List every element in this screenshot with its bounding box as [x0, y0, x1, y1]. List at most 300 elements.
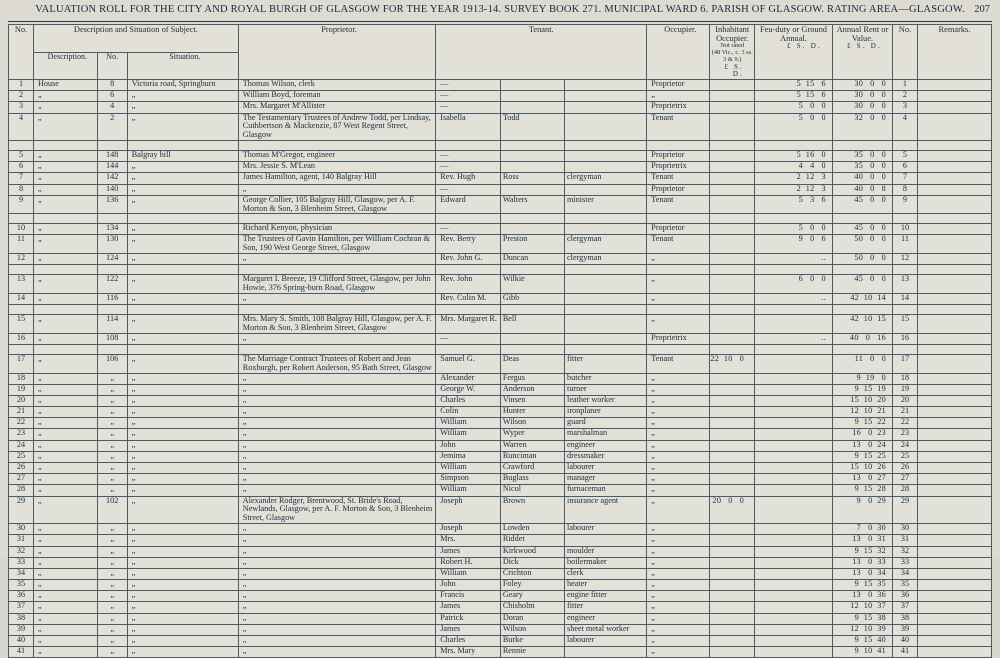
cell-tenant-occupation [565, 524, 647, 535]
cell-description-text: „ [37, 646, 42, 656]
cell-remarks [917, 224, 991, 235]
cell-no [9, 602, 34, 613]
table-row[interactable] [9, 102, 992, 113]
cell-annual-rent [832, 275, 892, 294]
cell-remarks [917, 535, 991, 546]
cell-no [9, 568, 34, 579]
cell-no-text: 36 [16, 590, 26, 600]
cell-tenant-forename [436, 535, 501, 546]
cell-sub-no-text: „ [110, 623, 114, 633]
cell-tenant-surname [500, 173, 564, 184]
table-row[interactable] [9, 451, 992, 462]
table-row[interactable] [9, 557, 992, 568]
cell-occupier [647, 354, 710, 373]
table-row[interactable] [9, 113, 992, 141]
cell-tenant-forename [436, 418, 501, 429]
col-feu-duty [755, 25, 833, 80]
cell-tenant-occupation-text: guard [567, 417, 586, 427]
cell-no-right [892, 373, 917, 384]
cell-sub-no [97, 384, 127, 395]
cell-no-text: 32 [16, 545, 26, 555]
cell-feu-duty [755, 354, 833, 373]
cell-no-right [892, 254, 917, 265]
cell-inhabitant-occupier [710, 91, 755, 102]
cell-annual-rent-text: 11 0 0 [854, 353, 886, 363]
cell-tenant-forename-text: Alexander [440, 372, 475, 382]
cell-tenant-occupation [565, 636, 647, 647]
cell-no-right-text: 25 [900, 450, 910, 460]
cell-occupier-text: „ [651, 556, 655, 566]
cell-occupier [647, 474, 710, 485]
cell-sub-no-text: „ [110, 406, 114, 416]
cell-proprietor-text: „ [242, 439, 247, 449]
cell-no [9, 524, 34, 535]
cell-situation [127, 557, 238, 568]
cell-inhabitant-occupier [710, 79, 755, 90]
cell-proprietor [238, 535, 435, 546]
cell-sub-no-text: „ [110, 590, 114, 600]
cell-tenant-surname [500, 440, 564, 451]
cell-proprietor-text: „ [242, 332, 247, 342]
cell-description [33, 333, 97, 344]
cell-occupier-text: „ [651, 417, 655, 427]
cell-annual-rent [832, 429, 892, 440]
cell-situation [127, 535, 238, 546]
cell-feu-duty [755, 102, 833, 113]
cell-tenant-forename [436, 395, 501, 406]
cell-proprietor [238, 384, 435, 395]
cell-proprietor-text: „ [242, 450, 247, 460]
cell-annual-rent-text: 9 15 38 [854, 612, 886, 622]
cell-no-text: 33 [16, 556, 26, 566]
cell-tenant-occupation [565, 333, 647, 344]
cell-tenant-forename-text: George W. [440, 383, 476, 393]
cell-description-text: „ [37, 473, 42, 483]
cell-inhabitant-occupier [710, 407, 755, 418]
cell-inhabitant-occupier [710, 224, 755, 235]
cell-no-right-text: 1 [902, 78, 908, 88]
cell-annual-rent-text: 45 0 0 [854, 274, 886, 284]
cell-annual-rent [832, 463, 892, 474]
table-row[interactable] [9, 602, 992, 613]
cell-occupier [647, 429, 710, 440]
cell-situation [127, 395, 238, 406]
cell-sub-no [97, 102, 127, 113]
cell-tenant-surname [500, 485, 564, 496]
cell-feu-duty [755, 557, 833, 568]
table-row[interactable] [9, 195, 992, 214]
cell-tenant-occupation-text: insurance agent [567, 495, 619, 505]
cell-sub-no [97, 235, 127, 254]
cell-tenant-occupation-text: labourer [567, 635, 595, 645]
cell-tenant-forename [436, 429, 501, 440]
cell-situation [127, 474, 238, 485]
cell-tenant-occupation-text: leather worker [567, 394, 615, 404]
cell-no [9, 354, 34, 373]
table-head [9, 25, 992, 80]
cell-tenant-forename-text: William [440, 484, 467, 494]
cell-sub-no-text: „ [110, 612, 114, 622]
table-row[interactable] [9, 395, 992, 406]
cell-sub-no-text: „ [110, 579, 114, 589]
cell-situation [127, 113, 238, 141]
cell-no-right-text: 38 [900, 612, 910, 622]
table-row[interactable] [9, 647, 992, 658]
table-row[interactable] [9, 384, 992, 395]
cell-situation [127, 647, 238, 658]
table-row[interactable] [9, 354, 992, 373]
cell-situation [127, 463, 238, 474]
cell-tenant-surname [500, 384, 564, 395]
cell-tenant-occupation-text: clergyman [567, 253, 602, 263]
col-remarks: Remarks. [917, 25, 991, 80]
cell-annual-rent-text: 13 0 24 [852, 439, 886, 449]
cell-no-right [892, 235, 917, 254]
cell-annual-rent-text: 32 0 0 [854, 112, 886, 122]
cell-remarks [917, 418, 991, 429]
cell-tenant-occupation-text: fitter [567, 601, 583, 611]
cell-occupier [647, 496, 710, 524]
cell-inhabitant-occupier [710, 333, 755, 344]
cell-feu-duty-text: .. [821, 253, 826, 263]
cell-tenant-occupation [565, 568, 647, 579]
cell-occupier [647, 173, 710, 184]
cell-tenant-surname-text: Crichton [502, 567, 532, 577]
cell-annual-rent [832, 333, 892, 344]
cell-feu-duty [755, 613, 833, 624]
cell-no [9, 591, 34, 602]
table-row[interactable] [9, 613, 992, 624]
cell-occupier-text: „ [651, 579, 655, 589]
table-row[interactable] [9, 224, 992, 235]
spacer-cell [710, 214, 755, 224]
cell-situation [127, 440, 238, 451]
table-row[interactable] [9, 524, 992, 535]
cell-tenant-surname [500, 624, 564, 635]
cell-feu-duty [755, 407, 833, 418]
cell-situation-text: „ [131, 428, 136, 438]
cell-description [33, 195, 97, 214]
cell-proprietor-text: „ [242, 428, 247, 438]
cell-remarks [917, 613, 991, 624]
cell-annual-rent-text: 16 0 23 [852, 428, 886, 438]
cell-tenant-surname [500, 184, 564, 195]
cell-occupier-text: „ [651, 523, 655, 533]
cell-sub-no [97, 524, 127, 535]
cell-no [9, 235, 34, 254]
table-row[interactable] [9, 173, 992, 184]
table-row[interactable] [9, 474, 992, 485]
cell-remarks [917, 429, 991, 440]
table-row[interactable] [9, 440, 992, 451]
cell-occupier [647, 440, 710, 451]
cell-tenant-occupation [565, 602, 647, 613]
cell-situation [127, 162, 238, 173]
col-feu-duty-l3: Annual. [780, 34, 807, 44]
cell-no [9, 463, 34, 474]
cell-proprietor [238, 440, 435, 451]
cell-occupier-text: Proprietor [651, 78, 685, 88]
cell-sub-no-text: „ [110, 567, 114, 577]
table-row[interactable] [9, 91, 992, 102]
cell-description-text: House [37, 78, 59, 88]
cell-remarks [917, 546, 991, 557]
cell-remarks [917, 407, 991, 418]
cell-occupier [647, 373, 710, 384]
cell-sub-no-text: 144 [106, 161, 119, 171]
cell-tenant-forename-text: Joseph [440, 495, 463, 505]
cell-sub-no [97, 418, 127, 429]
cell-proprietor-text: The Testamentary Trustees of Andrew Todd, per Lindsay, Cuthbertson & Mackenzie, 87 West Regent Street, Glasgow [242, 112, 431, 140]
cell-tenant-surname-text: Chisholm [502, 601, 535, 611]
cell-tenant-surname-text: Dick [502, 556, 519, 566]
cell-annual-rent [832, 373, 892, 384]
cell-remarks [917, 496, 991, 524]
cell-occupier-text: „ [651, 428, 655, 438]
cell-proprietor [238, 591, 435, 602]
cell-proprietor-text: „ [242, 646, 247, 656]
table-row[interactable] [9, 496, 992, 524]
cell-sub-no [97, 173, 127, 184]
cell-no-right [892, 496, 917, 524]
table-row[interactable] [9, 546, 992, 557]
cell-occupier [647, 162, 710, 173]
cell-no [9, 546, 34, 557]
cell-description-text: „ [37, 635, 42, 645]
spacer-cell [33, 344, 97, 354]
spacer-cell [647, 305, 710, 315]
cell-occupier [647, 624, 710, 635]
cell-tenant-forename-text: Mrs. Margaret R. [440, 314, 497, 324]
cell-no-right-text: 35 [900, 579, 910, 589]
cell-remarks [917, 79, 991, 90]
cell-occupier-text: „ [651, 545, 655, 555]
cell-no-right-text: 33 [900, 556, 910, 566]
cell-no-right [892, 184, 917, 195]
table-row[interactable] [9, 293, 992, 304]
cell-description [33, 613, 97, 624]
cell-tenant-surname-text: Buglass [502, 473, 529, 483]
cell-description-text: „ [37, 194, 42, 204]
table-row[interactable] [9, 235, 992, 254]
cell-situation-text: „ [131, 623, 136, 633]
row-spacer [9, 344, 992, 354]
cell-description [33, 235, 97, 254]
cell-situation-text: „ [131, 353, 136, 363]
cell-inhabitant-occupier [710, 591, 755, 602]
cell-situation-text: „ [131, 292, 136, 302]
cell-tenant-occupation-text: turner [567, 383, 587, 393]
cell-situation [127, 235, 238, 254]
cell-no-right-text: 29 [900, 495, 910, 505]
cell-no-text: 27 [16, 473, 26, 483]
cell-no-text: 31 [16, 534, 26, 544]
table-row[interactable] [9, 636, 992, 647]
cell-tenant-forename [436, 113, 501, 141]
cell-occupier-text: „ [651, 590, 655, 600]
table-row[interactable] [9, 79, 992, 90]
table-row[interactable] [9, 580, 992, 591]
cell-tenant-occupation [565, 162, 647, 173]
cell-inhabitant-occupier [710, 102, 755, 113]
cell-remarks [917, 440, 991, 451]
cell-occupier-text: „ [651, 462, 655, 471]
cell-situation [127, 384, 238, 395]
cell-annual-rent [832, 602, 892, 613]
cell-feu-duty [755, 113, 833, 141]
cell-no-right [892, 485, 917, 496]
cell-no-right [892, 395, 917, 406]
cell-no [9, 162, 34, 173]
cell-situation-text: „ [131, 579, 136, 589]
table-row[interactable] [9, 373, 992, 384]
cell-tenant-surname [500, 224, 564, 235]
table-row[interactable] [9, 315, 992, 334]
cell-tenant-forename-text: Rev. John [440, 274, 473, 284]
table-row[interactable] [9, 254, 992, 265]
cell-no-right-text: 26 [900, 462, 910, 471]
table-row[interactable] [9, 418, 992, 429]
spacer-cell [917, 141, 991, 151]
cell-no [9, 474, 34, 485]
table-row[interactable] [9, 184, 992, 195]
cell-description [33, 293, 97, 304]
cell-tenant-surname-text: Rennie [502, 646, 527, 656]
cell-tenant-surname [500, 333, 564, 344]
cell-occupier-text: „ [651, 383, 655, 393]
cell-proprietor [238, 568, 435, 579]
cell-no-right-text: 18 [900, 372, 910, 382]
cell-sub-no-text: „ [110, 556, 114, 566]
cell-occupier [647, 384, 710, 395]
cell-tenant-surname-text: Ross [502, 172, 519, 182]
cell-description-text: „ [37, 579, 42, 589]
cell-proprietor-text: „ [242, 579, 247, 589]
cell-no-right-text: 36 [900, 590, 910, 600]
table-row[interactable] [9, 275, 992, 294]
cell-situation [127, 184, 238, 195]
col-annual-rent-l2: Rent or [863, 25, 889, 34]
cell-sub-no [97, 429, 127, 440]
cell-tenant-occupation-text: clerk [567, 567, 584, 577]
cell-annual-rent-text: 35 0 0 [854, 161, 886, 171]
cell-situation [127, 224, 238, 235]
cell-description-text: „ [37, 601, 42, 611]
cell-tenant-surname-text: Doran [502, 612, 524, 622]
col-tenant: Tenant. [436, 25, 647, 80]
cell-description-text: „ [37, 234, 42, 244]
cell-tenant-occupation-text: labourer [567, 462, 595, 471]
table-row[interactable] [9, 591, 992, 602]
cell-annual-rent-text: 9 0 29 [856, 495, 886, 505]
cell-annual-rent [832, 102, 892, 113]
cell-tenant-surname [500, 636, 564, 647]
table-row[interactable] [9, 407, 992, 418]
cell-situation-text: „ [131, 112, 136, 122]
cell-tenant-surname [500, 293, 564, 304]
table-row[interactable] [9, 463, 992, 474]
cell-tenant-forename [436, 440, 501, 451]
cell-proprietor [238, 184, 435, 195]
cell-tenant-surname-text: Brown [502, 495, 526, 505]
cell-occupier-text: „ [651, 406, 655, 416]
cell-description [33, 395, 97, 406]
table-row[interactable] [9, 568, 992, 579]
table-row[interactable] [9, 624, 992, 635]
cell-situation [127, 568, 238, 579]
cell-annual-rent-text: 30 0 0 [854, 78, 886, 88]
cell-inhabitant-occupier [710, 568, 755, 579]
cell-no-right [892, 451, 917, 462]
cell-annual-rent [832, 474, 892, 485]
cell-description [33, 113, 97, 141]
cell-tenant-surname-text: Hunter [502, 406, 526, 416]
cell-tenant-surname-text: Riddet [502, 534, 525, 544]
cell-occupier [647, 395, 710, 406]
cell-proprietor [238, 293, 435, 304]
cell-proprietor [238, 580, 435, 591]
cell-description [33, 535, 97, 546]
cell-situation-text: „ [131, 194, 136, 204]
cell-occupier-text: Tenant [651, 194, 674, 204]
cell-feu-duty [755, 602, 833, 613]
cell-tenant-occupation [565, 647, 647, 658]
cell-no-right-text: 27 [900, 473, 910, 483]
cell-sub-no [97, 150, 127, 161]
cell-sub-no [97, 557, 127, 568]
cell-no-right [892, 113, 917, 141]
cell-feu-duty [755, 150, 833, 161]
cell-no-text: 34 [16, 567, 26, 577]
cell-tenant-surname-text: Lowden [502, 523, 530, 533]
table-row[interactable] [9, 485, 992, 496]
cell-sub-no [97, 624, 127, 635]
cell-situation-text: „ [131, 253, 136, 263]
cell-inhabitant-occupier-text: 22 10 0 [710, 353, 745, 363]
cell-annual-rent [832, 184, 892, 195]
table-row[interactable] [9, 429, 992, 440]
table-row[interactable] [9, 162, 992, 173]
cell-no-right-text: 31 [900, 534, 910, 544]
cell-proprietor-text: Richard Kenyon, physician [242, 223, 333, 233]
cell-description-text: „ [37, 101, 42, 111]
cell-situation [127, 354, 238, 373]
cell-inhabitant-occupier [710, 384, 755, 395]
cell-annual-rent [832, 440, 892, 451]
cell-occupier [647, 591, 710, 602]
cell-sub-no-text: „ [110, 635, 114, 645]
cell-no [9, 613, 34, 624]
cell-description [33, 162, 97, 173]
cell-sub-no [97, 602, 127, 613]
cell-inhabitant-occupier [710, 463, 755, 474]
cell-sub-no-text: 102 [106, 495, 119, 505]
table-row[interactable] [9, 333, 992, 344]
cell-inhabitant-occupier-text: 20 0 0 [712, 495, 745, 505]
spacer-cell [565, 141, 647, 151]
table-row[interactable] [9, 150, 992, 161]
cell-tenant-forename [436, 636, 501, 647]
cell-tenant-forename [436, 333, 501, 344]
cell-feu-duty-text: 5 3 6 [798, 194, 826, 204]
table-row[interactable] [9, 535, 992, 546]
cell-inhabitant-occupier [710, 235, 755, 254]
cell-no-text: 20 [16, 394, 26, 404]
cell-no-text: 5 [18, 149, 24, 159]
cell-sub-no-text: „ [110, 417, 114, 427]
cell-no-right [892, 102, 917, 113]
cell-description-text: „ [37, 372, 42, 382]
